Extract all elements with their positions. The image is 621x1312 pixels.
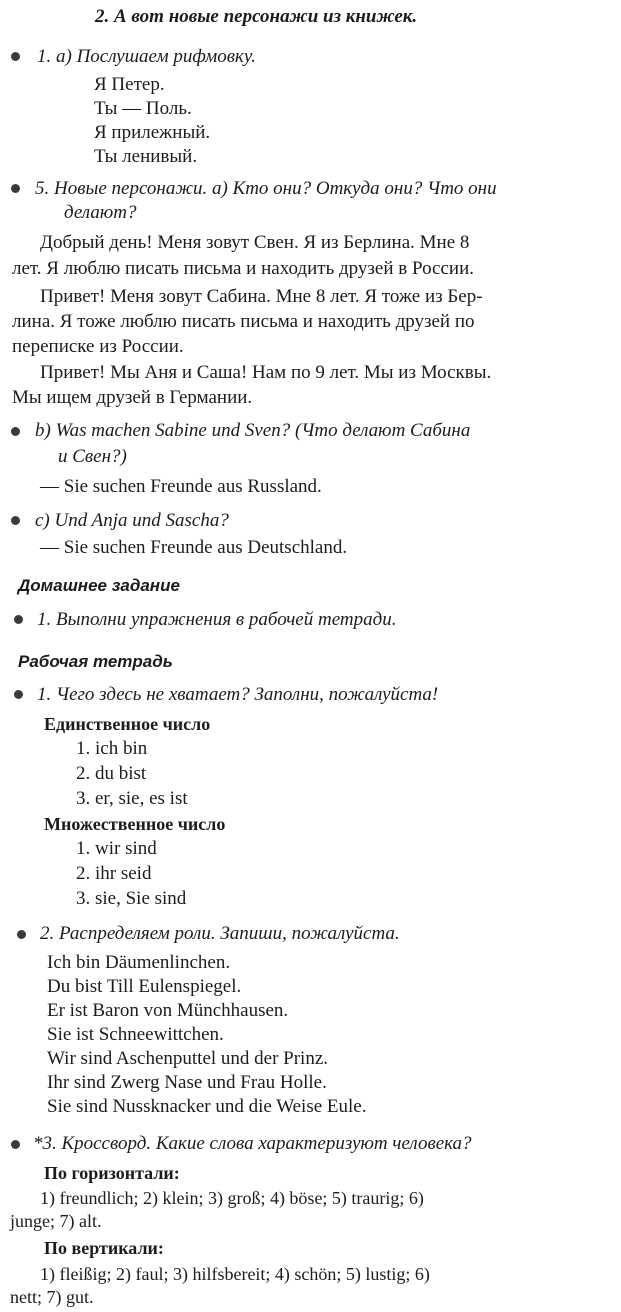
workbook-task-3-title: *3. Кроссворд. Какие слова характеризуют человека?	[33, 1133, 472, 1154]
list-item: 2. du bist	[76, 763, 147, 784]
answer-line: — Sie suchen Freunde aus Russland.	[40, 476, 322, 497]
section-title: 2. А вот новые персонажи из книжек.	[95, 6, 418, 27]
list-item: 1. wir sind	[76, 838, 157, 859]
exercise-5b-title-cont: и Свен?)	[58, 446, 127, 467]
text-line: лет. Я люблю писать письма и находить друзей в России.	[12, 258, 474, 279]
homework-heading: Домашнее задание	[18, 576, 180, 595]
rhyme-line: Я прилежный.	[94, 122, 211, 143]
workbook-task-1-title: 1. Чего здесь не хватает? Заполни, пожалуйста!	[37, 684, 439, 705]
down-heading: По вертикали:	[44, 1238, 164, 1258]
homework-task: 1. Выполни упражнения в рабочей тетради.	[37, 609, 397, 630]
across-answers: 1) freundlich; 2) klein; 3) groß; 4) böse; 5) traurig; 6)	[40, 1188, 424, 1208]
rhyme-line: Я Петер.	[94, 74, 165, 95]
bullet-icon	[14, 615, 23, 624]
answer-line: — Sie suchen Freunde aus Deutschland.	[40, 537, 348, 558]
exercise-5-title: 5. Новые персонажи. а) Кто они? Откуда они? Что они	[35, 178, 497, 199]
text-line: Мы ищем друзей в Германии.	[12, 387, 253, 408]
bullet-icon	[11, 516, 20, 525]
exercise-5-title-cont: делают?	[64, 202, 137, 223]
role-line: Ich bin Däumenlinchen.	[47, 952, 231, 973]
role-line: Er ist Baron von Münchhausen.	[47, 1000, 289, 1021]
role-line: Sie ist Schneewittchen.	[47, 1024, 224, 1045]
role-line: Du bist Till Eulenspiegel.	[47, 976, 242, 997]
list-item: 3. er, sie, es ist	[76, 788, 188, 809]
text-line: Привет! Мы Аня и Саша! Нам по 9 лет. Мы из Москвы.	[40, 362, 492, 383]
rhyme-line: Ты ленивый.	[94, 146, 198, 167]
exercise-5b-title: b) Was machen Sabine und Sven? (Что делают Сабина	[35, 420, 471, 441]
down-answers-cont: nett; 7) gut.	[10, 1287, 94, 1307]
bullet-icon	[11, 184, 20, 193]
workbook-task-2-title: 2. Распределяем роли. Запиши, пожалуйста.	[40, 923, 400, 944]
bullet-icon	[11, 427, 20, 436]
exercise-5c-title: c) Und Anja und Sascha?	[35, 510, 229, 531]
across-heading: По горизонтали:	[44, 1163, 180, 1183]
rhyme-line: Ты — Поль.	[94, 98, 192, 119]
bullet-icon	[11, 52, 20, 61]
text-line: Добрый день! Меня зовут Свен. Я из Берлина. Мне 8	[40, 232, 470, 253]
plural-heading: Множественное число	[44, 814, 226, 834]
list-item: 1. ich bin	[76, 738, 148, 759]
list-item: 3. sie, Sie sind	[76, 888, 187, 909]
bullet-icon	[17, 930, 26, 939]
singular-heading: Единственное число	[44, 714, 211, 734]
role-line: Ihr sind Zwerg Nase und Frau Holle.	[47, 1072, 327, 1093]
across-answers-cont: junge; 7) alt.	[10, 1211, 102, 1231]
exercise-1-title: 1. а) Послушаем рифмовку.	[37, 46, 256, 67]
text-line: Привет! Меня зовут Сабина. Мне 8 лет. Я тоже из Бер-	[40, 286, 483, 307]
role-line: Sie sind Nussknacker und die Weise Eule.	[47, 1096, 367, 1117]
role-line: Wir sind Aschenputtel und der Prinz.	[47, 1048, 329, 1069]
bullet-icon	[14, 690, 23, 699]
down-answers: 1) fleißig; 2) faul; 3) hilfsbereit; 4) schön; 5) lustig; 6)	[40, 1264, 430, 1284]
text-line: переписке из России.	[12, 336, 184, 357]
workbook-heading: Рабочая тетрадь	[18, 652, 173, 671]
text-line: лина. Я тоже люблю писать письма и находить друзей по	[12, 311, 475, 332]
list-item: 2. ihr seid	[76, 863, 152, 884]
bullet-icon	[11, 1140, 20, 1149]
